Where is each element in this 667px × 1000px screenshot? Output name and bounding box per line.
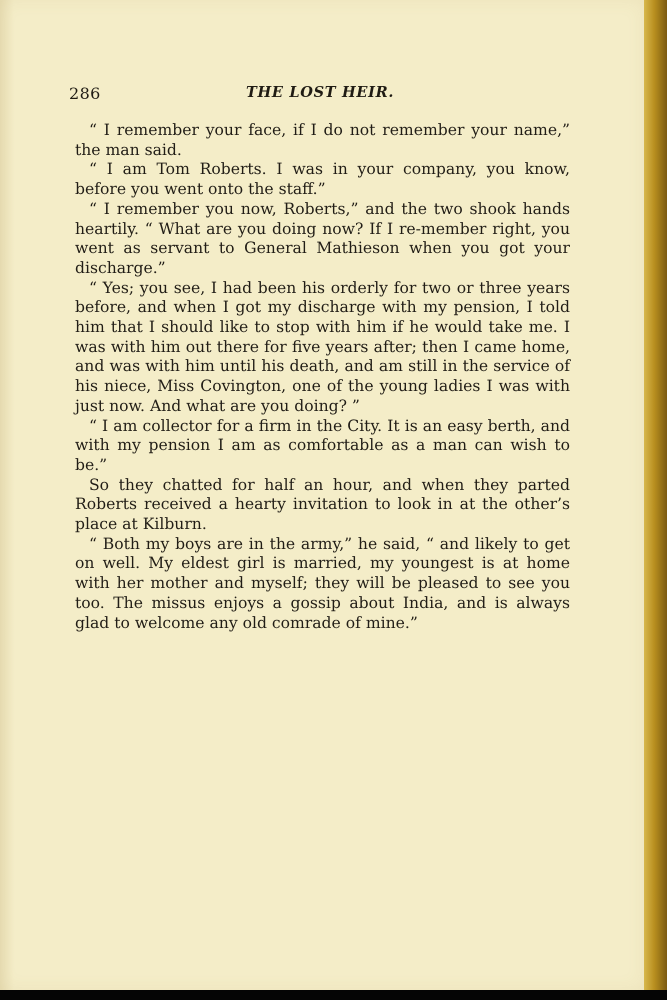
paragraph: “ I remember you now, Roberts,” and the two shook hands heartily. “ What are you doing now? If I re-member right, you went as servant to General Mathieson when you got your discharge.”: [75, 199, 570, 277]
page-edge: [644, 0, 667, 990]
body-text: [75, 121, 570, 633]
running-title: THE LOST HEIR.: [246, 84, 395, 101]
page-header: [0, 84, 644, 106]
bottom-shadow: [0, 990, 667, 1000]
paragraph: “ Yes; you see, I had been his orderly for two or three years before, and when I got my discharge with my pension, I told him that I should like to stop with him if he would take me. I was with him out there for five years after; then I came home, and was with him until his death, and am still in the service of his niece, Miss Covington, one of the young ladies I was with just now. And what are you doing? ”: [75, 278, 570, 415]
paragraph: “ I am collector for a firm in the City. It is an easy berth, and with my pension I am as comfortable as a man can wish to be.”: [75, 416, 570, 474]
paragraph: “ I am Tom Roberts. I was in your company, you know, before you went onto the staff.”: [75, 160, 570, 199]
paragraph: “ Both my boys are in the army,” he said, “ and likely to get on well. My eldest girl is married, my youngest is at home with her mother and myself; they will be pleased to see you too. The missus enjoys a gossip about India, and is always glad to welcome any old comrade of mine.”: [75, 534, 570, 632]
page-number: 286: [69, 84, 101, 103]
paragraph: So they chatted for half an hour, and when they parted Roberts received a hearty invitation to look in at the other’s place at Kilburn.: [75, 475, 570, 534]
paragraph: “ I remember your face, if I do not remember your name,” the man said.: [75, 121, 570, 159]
